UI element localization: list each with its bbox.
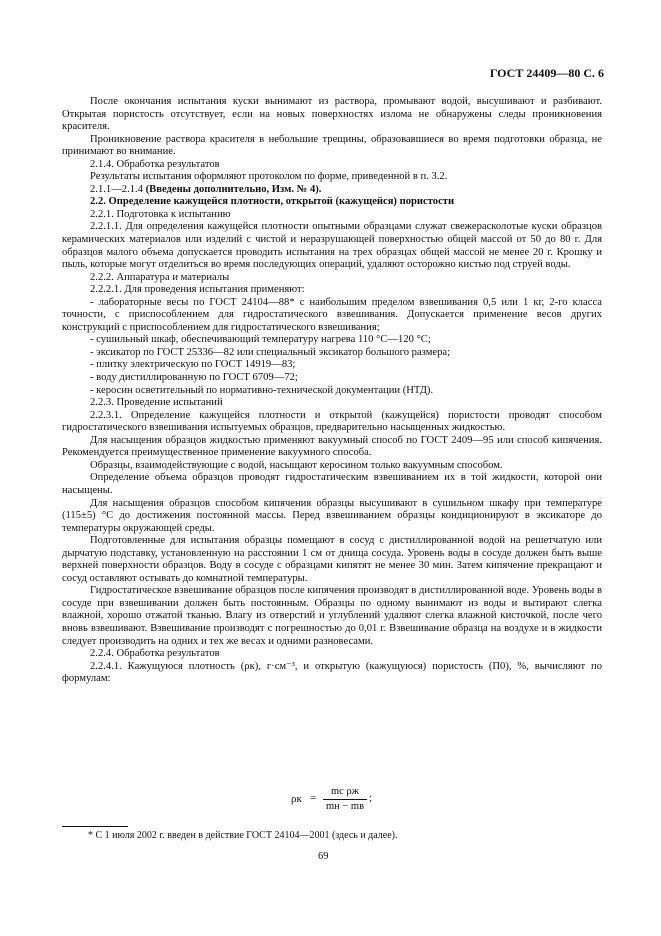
section-heading: 2.2.3. Проведение испытаний [90,397,223,409]
list-item: - эксикатор по ГОСТ 25336—82 или специальный эксикатор большого размера; [90,346,451,358]
footnote-divider [62,826,128,827]
paragraph: Проникновение раствора красителя в небольшие трещины, образовавшиеся во время подготовки образца, не принимают во внимание. [62,133,602,158]
paragraph: Для насыщения образцов жидкостью применяют вакуумный способ по ГОСТ 2409—95 или способ кипячения. Рекомендуется преимущественное применение вакуумного способа. [62,434,602,459]
section-heading: 2.2.2. Аппаратура и материалы [90,271,230,283]
paragraph: 2.2.2.1. Для проведения испытания применяют: [90,284,305,296]
fraction-bar [323,799,367,800]
paragraph: Образцы, взаимодействующие с водой, насыщают керосином только вакуумным способом. [90,459,503,471]
paragraph: Подготовленные для испытания образцы помещают в сосуд с дистиллированной водой на решетчатую или дырчатую подставку, установленную на расстоянии 1 см от днища сосуда. Уровень воды в сосуде должен быть выше верхней поверхности образцов. Воду в сосуде с образцами кипятят не менее 30 мин. Затем кипячение прекращают и сосуд оставляют остывать до комнатной температуры. [62,535,602,584]
footnote: * С 1 июля 2002 г. введен в действие ГОСТ 24104—2001 (здесь и далее). [88,830,398,841]
list-item: - керосин осветительный по нормативно-технической документации (НТД). [90,384,434,396]
section-heading: 2.1.4. Обработка результатов [90,158,220,170]
formula-equals: = [310,792,317,804]
section-heading: 2.2.4. Обработка результатов [90,648,220,660]
list-item: - лабораторные весы по ГОСТ 24104—88* с наибольшим пределом взвешивания 0,5 или 1 кг, 2-го класса точности, с приспособлением для гидростатического взвешивания. Допускается применение весов других конструкций с приспособлением для гидростатического взвешивания; [62,296,602,333]
paragraph: Результаты испытания оформляют протоколом по форме, приведенной в п. 3.2. [90,171,448,183]
amendment-range: 2.1.1—2.1.4 [90,183,146,195]
page-number: 69 [318,851,329,862]
equipment-list [62,297,602,397]
formula-numerator: mс ρж [331,786,359,797]
list-item: - сушильный шкаф, обеспечивающий температуру нагрева 110 °С—120 °С; [90,334,431,346]
section-heading: 2.2.1. Подготовка к испытанию [90,208,231,220]
amendment-text: (Введены дополнительно, Изм. № 4). [145,183,322,195]
list-item: - воду дистиллированную по ГОСТ 6709—72; [90,372,298,384]
document-body [62,96,602,686]
formula-fraction [323,786,367,813]
paragraph: Для насыщения образцов способом кипячения образцы высушивают в сушильном шкафу при температуре (115±5) °С до достижения постоянной массы. Перед взвешиванием образцы кондиционируют в эксикаторе до температуры окружающей среды. [62,497,602,534]
density-formula [62,786,602,816]
paragraph: Определение объема образцов проводят гидростатическим взвешиванием их в той жидкости, которой они насыщены. [62,472,602,496]
paragraph: 2.2.4.1. Кажущуюся плотность (ρк), г·см⁻³, и открытую (кажущуюся) пористость (П0), %, вычисляют по формулам: [62,660,602,685]
page-header: ГОСТ 24409—80 С. 6 [489,66,604,80]
formula-lhs: ρк [291,793,302,805]
formula-denominator: mн − mв [325,801,365,812]
paragraph: После окончания испытания куски вынимают из раствора, промывают водой, высушивают и разбивают. Открытая пористость отсутствует, если на новых поверхностях излома не обнаружены следы проникновения красителя. [62,96,602,133]
amendment-note [62,184,602,197]
paragraph: 2.2.3.1. Определение кажущейся плотности и открытой (кажущейся) пористости проводят способом гидростатического взвешивания испытуемых образцов, предварительно насыщенных жидкостью. [62,409,602,434]
section-heading: 2.2. Определение кажущейся плотности, открытой (кажущейся) пористости [90,196,455,208]
paragraph: Гидростатическое взвешивание образцов после кипячения производят в дистиллированной воде. Уровень воды в сосуде при взвешивании должен быть постоянным. Образцы по одному вынимают из воды и вытирают слегка влажной, хорошо отжатой тканью. Влагу из отверстий и углублений удаляют слегка влажной кисточкой, после чего вновь взвешивают. Взвешивание производят с погрешностью до 0,01 г. Взвешивание образца на воздухе и в жидкости следует производить на одних и тех же весах и одними разновесами. [62,585,602,647]
paragraph: 2.2.1.1. Для определения кажущейся плотности опытными образцами служат свежерасколотые куски образцов керамических материалов или изделий с чистой и неразрушающей поверхностью общей массой от 50 до 80 г. Для образцов малого объема допускается проводить испытания на трех образцах общей массой не менее 20 г. Крошку и пыль, которые могут отделиться во время последующих операций, удаляют осторожно кистью под струей воды. [62,221,602,271]
list-item: - плитку электрическую по ГОСТ 14919—83; [90,359,296,371]
formula-end: ; [369,792,373,804]
